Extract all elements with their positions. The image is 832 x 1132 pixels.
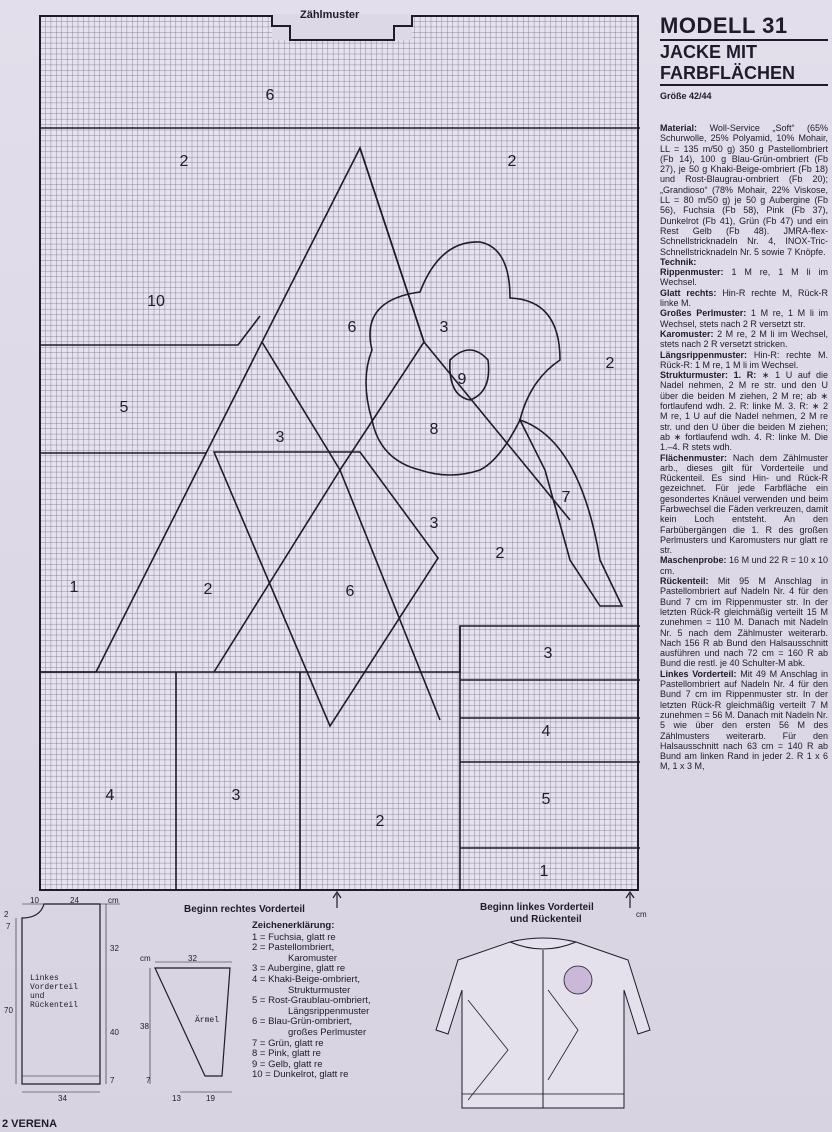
legend-item: 1 = Fuchsia, glatt re bbox=[252, 931, 336, 943]
region-number-label: 4 bbox=[105, 787, 115, 804]
struktur-heading: Strukturmuster: 1. R: bbox=[660, 370, 757, 381]
region-number-label: 6 bbox=[347, 319, 357, 336]
legend-item: großes Perlmuster bbox=[288, 1026, 367, 1038]
dim-10: 10 bbox=[30, 896, 39, 905]
start-back-label: und Rückenteil bbox=[510, 914, 582, 925]
laengs-paragraph bbox=[660, 350, 828, 371]
dim-40: 40 bbox=[110, 1028, 119, 1037]
color-legend bbox=[252, 921, 371, 1081]
rippen-paragraph bbox=[660, 267, 828, 288]
ruecken-text: Mit 95 M Anschlag in Pastellombriert auf Nadeln Nr. 4 für den Bund 7 cm im Rippenmuster str. In der letzten Rück-R gleichmäßig verteilt 15 M zunehmen = 110 M. Danach mit Nadeln Nr. 5 nach dem Zählmuster weiterarb. Nach 156 R ab Bund den Halsausschnitt ausführen und nach 72 cm = 160 R ab Bund die restl. je 40 Schulter-M abk. bbox=[660, 576, 828, 669]
region-number-label: 9 bbox=[457, 371, 467, 388]
page-footer: 2 VERENA bbox=[2, 1118, 58, 1130]
chart-title: Zählmuster bbox=[300, 9, 360, 21]
body-label-line: Rückenteil bbox=[30, 1001, 79, 1010]
model-title-line2: FARBFLÄCHEN bbox=[660, 63, 795, 83]
region-number-label: 2 bbox=[179, 153, 189, 170]
legend-item: 5 = Rost-Graublau-ombriert, bbox=[252, 995, 371, 1007]
region-number-label: 2 bbox=[605, 355, 615, 372]
region-number-label: 1 bbox=[69, 579, 79, 596]
perl-text: 1 M re, 1 M li im Wechsel, stets nach 2 R versetzt str. bbox=[660, 308, 828, 329]
region-number-label: 3 bbox=[275, 429, 285, 446]
legend-item: 10 = Dunkelrot, glatt re bbox=[252, 1069, 349, 1081]
material-paragraph bbox=[660, 123, 828, 257]
karo-paragraph bbox=[660, 329, 828, 350]
model-title-line1: JACKE MIT bbox=[660, 42, 758, 62]
region-number-label: 4 bbox=[541, 723, 551, 740]
technik-heading bbox=[660, 257, 828, 267]
start-right-arrow bbox=[333, 892, 341, 908]
dim-70: 70 bbox=[4, 1006, 13, 1015]
legend-item: Karomuster bbox=[288, 952, 338, 964]
region-number-label: 3 bbox=[439, 319, 449, 336]
karo-heading: Karomuster: bbox=[660, 328, 714, 339]
region-number-label: 2 bbox=[375, 813, 385, 830]
sleeve-dim-32: 32 bbox=[188, 954, 197, 963]
region-number-label: 6 bbox=[345, 583, 355, 600]
legend-item: 2 = Pastellombriert, bbox=[252, 942, 335, 954]
region-number-label: 2 bbox=[495, 545, 505, 562]
region-number-label: 3 bbox=[231, 787, 241, 804]
struktur-text: ∗ 1 U auf die Nadel nehmen, 2 M re str. und den U über die beiden M ziehen, 2 M re; ab ∗ fortlaufend wdh. 2. R: linke M. 3. R: ∗ 2 M re, 1 U auf die Nadel nehmen, 2 M re str. und den U über die beiden M ziehen; ab ∗ fortlaufend wdh. 4. R: linke M. Die 1.–4. R stets wdh. bbox=[660, 370, 829, 453]
title-rule bbox=[660, 84, 828, 86]
rippen-text: 1 M re, 1 M li im Wechsel. bbox=[660, 267, 828, 288]
dim-7-top: 7 bbox=[6, 922, 11, 931]
legend-item: 6 = Blau-Grün-ombriert, bbox=[252, 1016, 353, 1028]
dim-2: 2 bbox=[4, 910, 9, 919]
material-text: Woll-Service „Soft“ (65% Schurwolle, 25% Polyamid, 10% Mohair, LL = 135 m/50 g) 350 g Pastellombriert (Fb 14), 100 g Blau-Grün-ombriert (Fb 27), je 50 g Khaki-Beige-ombriert (Fb 18) und Rost-Blaugrau-ombriert (Fb 20); „Grandioso“ (78% Mohair, 22% Viskose, LL = 80 m/50 g) je 50 g Aubergine (Fb 56), Fuchsia (Fb 58), Pink (Fb 37), Dunkelrot (Fb 41), Grün (Fb 47) und ein Rest Gelb (Fb 48). JMRA-flex-Schnellstricknadeln Nr. 4, INOX-Tric-Schnellstricknadeln Nr. 5 sowie 7 Knöpfe. bbox=[660, 123, 828, 257]
laengs-text: Hin-R: rechte M. Rück-R: 1 M re, 1 M li im Wechsel. bbox=[660, 349, 828, 370]
struktur-paragraph bbox=[660, 370, 828, 452]
sleeve-dim-13: 13 bbox=[172, 1094, 181, 1103]
chart-cm-label: cm bbox=[636, 910, 647, 919]
glatt-text: Hin-R rechte M, Rück-R linke M. bbox=[660, 287, 828, 309]
material-heading: Material: bbox=[660, 123, 698, 133]
start-left-front-label: Beginn linkes Vorderteil bbox=[480, 902, 594, 913]
pattern-description bbox=[660, 14, 828, 772]
probe-text: 16 M und 22 R = 10 x 10 cm. bbox=[660, 555, 828, 576]
body-label-line: und bbox=[30, 992, 45, 1001]
schematics bbox=[0, 896, 250, 1116]
legend-item: 4 = Khaki-Beige-ombriert, bbox=[252, 973, 360, 985]
links-heading: Linkes Vorderteil: bbox=[660, 668, 737, 679]
region-number-label: 1 bbox=[539, 863, 549, 880]
sleeve-dim-7: 7 bbox=[146, 1076, 151, 1085]
probe-heading: Maschenprobe: bbox=[660, 555, 727, 566]
jacket-illustration bbox=[428, 930, 658, 1120]
legend-item: 7 = Grün, glatt re bbox=[252, 1037, 324, 1049]
dim-24: 24 bbox=[70, 896, 79, 905]
region-number-label: 8 bbox=[429, 421, 439, 438]
region-number-label: 2 bbox=[203, 581, 213, 598]
sleeve-label: Ärmel bbox=[195, 1016, 220, 1025]
start-right-front-label: Beginn rechtes Vorderteil bbox=[184, 904, 305, 915]
perl-paragraph bbox=[660, 308, 828, 329]
region-number-label: 7 bbox=[561, 489, 571, 506]
probe-paragraph bbox=[660, 555, 828, 576]
dim-34: 34 bbox=[58, 1094, 67, 1103]
glatt-heading: Glatt rechts: bbox=[660, 287, 717, 298]
dim-7-bottom: 7 bbox=[110, 1076, 115, 1085]
flaechen-text: Nach dem Zählmuster arb., dieses gilt für Vorderteile und Rückenteil. Es sind Hin- und Rück-R gezeichnet. Für jede Farbfläche ein gesondertes Knäuel verwenden und beim Farbwechsel die Fäden verkreuzen, damit kein Loch entsteht. An den Farbübergängen die 1. R des großen Perlmusters und Karomusters nur glatt re str. bbox=[660, 452, 828, 556]
perl-heading: Großes Perlmuster: bbox=[660, 308, 747, 319]
region-number-label: 10 bbox=[147, 293, 165, 310]
region-number-label: 2 bbox=[507, 153, 517, 170]
body-piece-label bbox=[30, 974, 78, 1010]
flaechen-paragraph bbox=[660, 453, 828, 556]
region-number-label: 5 bbox=[541, 791, 551, 808]
ruecken-heading: Rückenteil: bbox=[660, 576, 709, 587]
rippen-heading: Rippenmuster: bbox=[660, 267, 724, 278]
dim-cm: cm bbox=[108, 896, 119, 905]
legend-item: Strukturmuster bbox=[288, 984, 351, 996]
karo-text: 2 M re, 2 M li im Wechsel, stets nach 2 R versetzt stricken. bbox=[660, 328, 828, 350]
body-label-line: Vorderteil bbox=[30, 983, 79, 992]
legend-item: Längsrippenmuster bbox=[288, 1005, 370, 1017]
model-number: MODELL 31 bbox=[660, 14, 828, 41]
sleeve-dim-cm: cm bbox=[140, 954, 151, 963]
region-number-label: 3 bbox=[543, 645, 553, 662]
region-number-label: 5 bbox=[119, 399, 129, 416]
instructions bbox=[660, 123, 828, 772]
sleeve-dim-19: 19 bbox=[206, 1094, 215, 1103]
legend-item: 9 = Gelb, glatt re bbox=[252, 1058, 323, 1070]
region-number-label: 3 bbox=[429, 515, 439, 532]
technik-heading-text: Technik: bbox=[660, 256, 697, 267]
body-label-line: Linkes bbox=[30, 974, 59, 983]
legend-heading: Zeichenerklärung: bbox=[252, 920, 335, 931]
start-left-arrow bbox=[626, 892, 634, 908]
links-text: Mit 49 M Anschlag in Pastellombriert auf Nadeln Nr. 4 für den Bund 7 cm im Rippenmuster str. In der letzten Rück-R gleichmäßig verteilt 7 M zunehmen = 56 M. Danach mit Nadeln Nr. 5 wie über den ersten 56 M des Zählmusters weiterarb. Für den Halsausschnitt nach 63 cm = 140 R ab Bund am linken Rand in jeder 2. R 1 x 6 M, 1 x 3 M, bbox=[660, 668, 828, 772]
flaechen-heading: Flächenmuster: bbox=[660, 452, 728, 463]
glatt-paragraph bbox=[660, 288, 828, 309]
laengs-heading: Längsrippenmuster: bbox=[660, 349, 748, 360]
legend-item: 8 = Pink, glatt re bbox=[252, 1048, 321, 1060]
dim-32: 32 bbox=[110, 944, 119, 953]
legend-item: 3 = Aubergine, glatt re bbox=[252, 963, 346, 975]
region-number-label: 6 bbox=[265, 87, 275, 104]
links-paragraph bbox=[660, 669, 828, 772]
sleeve-dim-38: 38 bbox=[140, 1022, 149, 1031]
size-label: Größe 42/44 bbox=[660, 91, 712, 101]
ruecken-paragraph bbox=[660, 576, 828, 669]
